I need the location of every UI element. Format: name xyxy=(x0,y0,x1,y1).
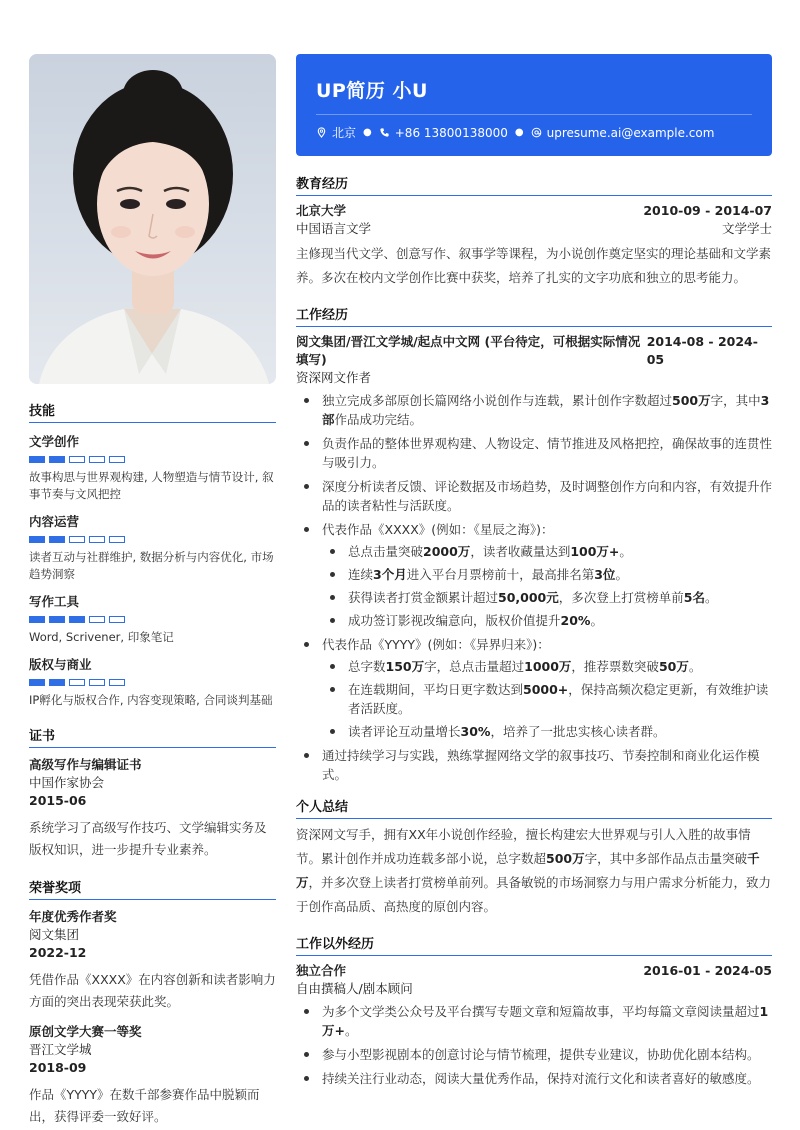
skill-desc: 故事构思与世界观构建, 人物塑造与情节设计, 叙事节奏与文风把控 xyxy=(29,470,274,501)
award-desc: 凭借作品《XXXX》在内容创新和读者影响力方面的突出表现荣获此奖。 xyxy=(29,972,276,1009)
other-experience-section xyxy=(296,933,772,1088)
award-name: 年度优秀作者奖 xyxy=(29,909,117,924)
other-bullets xyxy=(296,1002,772,1088)
highlight: 50万 xyxy=(658,659,689,674)
level-dot xyxy=(49,456,65,463)
text-span: ，读者收藏量达到 xyxy=(470,544,571,559)
award-org: 阅文集团 xyxy=(29,927,80,942)
list-item xyxy=(296,635,772,741)
text-span: ，保持高频次稳定更新，有效维护读者活跃度。 xyxy=(348,682,769,716)
cert-org: 中国作家协会 xyxy=(29,775,105,790)
highlight: 3个月 xyxy=(373,567,407,582)
summary-title: 个人总结 xyxy=(296,796,772,819)
level-dot xyxy=(29,536,45,543)
education-sub-row xyxy=(296,220,772,238)
award-desc: 作品《YYYY》在数千部参赛作品中脱颖而出，获得评委一致好评。 xyxy=(29,1087,260,1124)
text-span: 代表作品《XXXX》(例如：《星辰之海》)： xyxy=(322,522,554,537)
skills-section xyxy=(29,400,276,709)
level-dot xyxy=(29,616,45,623)
skill-level xyxy=(29,456,276,463)
work-bullets xyxy=(296,391,772,784)
skill-level xyxy=(29,679,276,686)
cert-desc: 系统学习了高级写作技巧、文学编辑实务及版权知识，进一步提升专业素养。 xyxy=(29,820,267,857)
company-name: 阅文集团/晋江文学城/起点中文网 (平台待定，可根据实际情况填写) xyxy=(296,334,641,367)
highlight: 30% xyxy=(460,724,491,739)
highlight: 5名 xyxy=(683,590,705,605)
level-dot xyxy=(89,456,105,463)
awards-section xyxy=(29,877,276,1128)
contact-email xyxy=(531,126,715,140)
level-dot xyxy=(69,679,85,686)
highlight: 50,000元 xyxy=(498,590,559,605)
text-span: 字，其中 xyxy=(710,393,761,408)
separator-dot: ● xyxy=(363,127,372,138)
level-dot xyxy=(49,616,65,623)
other-title: 工作以外经历 xyxy=(296,933,772,956)
skill-name: 文学创作 xyxy=(29,434,80,449)
text-span: 。 xyxy=(590,613,603,628)
level-dot xyxy=(69,456,85,463)
award-name: 原创文学大赛一等奖 xyxy=(29,1024,142,1039)
skill-desc: Word, Scrivener, 印象笔记 xyxy=(29,630,174,644)
header-divider xyxy=(316,114,752,115)
award-org: 晋江文学城 xyxy=(29,1042,92,1057)
skill-desc: 读者互动与社群维护, 数据分析与内容优化, 市场趋势洞察 xyxy=(29,550,274,581)
list-item xyxy=(322,657,772,676)
certs-section xyxy=(29,725,276,861)
education-header-row xyxy=(296,202,772,220)
level-dot xyxy=(69,536,85,543)
skill-name: 内容运营 xyxy=(29,514,80,529)
list-item: 负责作品的整体世界观构建、人物设定、情节推进及风格把控，确保故事的连贯性与吸引力。 xyxy=(296,434,772,472)
highlight: 2000万 xyxy=(423,544,471,559)
work-section xyxy=(296,304,772,784)
text-span: 读者评论互动量增长 xyxy=(348,724,461,739)
school-name: 北京大学 xyxy=(296,203,347,218)
text-span: 作品成功完结。 xyxy=(334,412,423,427)
skill-level xyxy=(29,536,276,543)
list-item: 参与小型影视剧本的创意讨论与情节梳理，提供专业建议，协助优化剧本结构。 xyxy=(296,1045,772,1064)
award-item xyxy=(29,908,276,1013)
text-span: ，培养了一批忠实核心读者群。 xyxy=(490,724,666,739)
education-title: 教育经历 xyxy=(296,173,772,196)
degree: 文学学士 xyxy=(721,221,772,236)
text-span: 独立完成多部原创长篇网络小说创作与连载，累计创作字数超过 xyxy=(322,393,673,408)
work-date: 2014-08 - 2024-05 xyxy=(646,334,758,367)
award-date: 2018-09 xyxy=(29,1060,87,1075)
other-header-row xyxy=(296,962,772,980)
education-date: 2010-09 - 2014-07 xyxy=(643,203,772,218)
level-dot xyxy=(29,679,45,686)
list-item xyxy=(322,680,772,718)
phone-text: +86 13800138000 xyxy=(394,125,508,140)
level-dot xyxy=(109,679,125,686)
text-span: 。 xyxy=(704,590,718,605)
work-header-row xyxy=(296,333,772,369)
highlight: 5000+ xyxy=(523,682,569,697)
text-span: 。 xyxy=(615,567,628,582)
list-item xyxy=(322,722,772,741)
highlight: 1000万 xyxy=(524,659,572,674)
level-dot xyxy=(29,456,45,463)
text-span: 获得读者打赏金额累计超过 xyxy=(348,590,499,605)
skills-title: 技能 xyxy=(29,400,276,423)
list-item xyxy=(322,588,772,607)
certs-title: 证书 xyxy=(29,725,276,748)
award-date: 2022-12 xyxy=(29,945,87,960)
education-section xyxy=(296,173,772,290)
highlight: 1万+ xyxy=(322,1004,769,1038)
text-span: 进入平台月票榜前十，最高排名第 xyxy=(406,567,595,582)
list-item: 通过持续学习与实践，熟练掌握网络文学的叙事技巧、节奏控制和商业化运作模式。 xyxy=(296,746,772,784)
text-span: 。 xyxy=(619,544,632,559)
email-text[interactable]: upresume.ai@example.com xyxy=(546,125,715,140)
skill-item xyxy=(29,655,276,709)
text-span: 代表作品《YYYY》(例如：《异界归来》)： xyxy=(322,637,550,652)
contact-phone xyxy=(379,126,508,140)
highlight: 3部 xyxy=(322,393,770,427)
education-desc: 主修现当代文学、创意写作、叙事学等课程，为小说创作奠定坚实的理论基础和文学素养。多次在校内文学创作比赛中获奖，培养了扎实的文字功底和独立的思考能力。 xyxy=(296,246,772,285)
level-dot xyxy=(89,536,105,543)
summary-section xyxy=(296,796,772,919)
contact-row xyxy=(316,124,752,141)
location-text: 北京 xyxy=(332,126,357,140)
right-column xyxy=(296,54,772,1093)
list-item xyxy=(322,565,772,584)
skill-name: 版权与商业 xyxy=(29,657,92,672)
other-role: 自由撰稿人/剧本顾问 xyxy=(296,981,413,996)
text-span: 总点击量突破 xyxy=(348,544,424,559)
text-span: ，多次登上打赏榜单前 xyxy=(558,590,684,605)
cert-date: 2015-06 xyxy=(29,793,87,808)
level-dot xyxy=(69,616,85,623)
text-span: 字，总点击量超过 xyxy=(424,659,525,674)
text-span: 为多个文学类公众号及平台撰写专题文章和短篇故事，平均每篇文章阅读量超过 xyxy=(322,1004,760,1019)
highlight: 500万 xyxy=(546,851,585,866)
text-span: 。 xyxy=(688,659,702,674)
skill-name: 写作工具 xyxy=(29,594,80,609)
level-dot xyxy=(49,536,65,543)
highlight: 千万 xyxy=(296,851,760,890)
skill-item xyxy=(29,512,276,583)
list-item: 深度分析读者反馈、评论数据及市场趋势，及时调整创作方向和内容，有效提升作品的读者粘性与活跃度。 xyxy=(296,477,772,515)
skill-desc: IP孵化与版权合作, 内容变现策略, 合同谈判基础 xyxy=(29,693,273,707)
level-dot xyxy=(109,616,125,623)
highlight: 3位 xyxy=(594,567,616,582)
level-dot xyxy=(49,679,65,686)
list-item: 持续关注行业动态，阅读大量优秀作品，保持对流行文化和读者喜好的敏感度。 xyxy=(296,1069,772,1088)
work-title: 工作经历 xyxy=(296,304,772,327)
location-pin-icon xyxy=(316,127,327,138)
text-span: 。 xyxy=(344,1023,358,1038)
sub-bullets xyxy=(322,542,772,630)
work-role: 资深网文作者 xyxy=(296,370,372,385)
highlight: 500万 xyxy=(672,393,711,408)
highlight: 20% xyxy=(560,613,591,628)
skill-item xyxy=(29,432,276,503)
text-span: 资深网文写手，拥有XX年小说创作经验，擅长构建宏大世界观与引人入胜的故事情节。累计创作并成功连载多部小说，总字数超 xyxy=(296,827,751,866)
highlight: 150万 xyxy=(385,659,425,674)
other-date: 2016-01 - 2024-05 xyxy=(643,963,772,978)
text-span: 在连载期间，平均日更字数达到 xyxy=(348,682,524,697)
level-dot xyxy=(109,536,125,543)
other-name: 独立合作 xyxy=(296,963,347,978)
level-dot xyxy=(89,679,105,686)
awards-title: 荣誉奖项 xyxy=(29,877,276,900)
candidate-name: UP简历 小U xyxy=(316,80,428,102)
award-item xyxy=(29,1023,276,1128)
list-item xyxy=(296,391,772,429)
cert-item xyxy=(29,756,276,861)
at-sign-icon xyxy=(531,127,542,138)
level-dot xyxy=(89,616,105,623)
text-span: 总字数 xyxy=(348,659,386,674)
list-item xyxy=(322,542,772,561)
left-column xyxy=(29,54,276,1128)
list-item xyxy=(296,520,772,630)
major: 中国语言文学 xyxy=(296,221,372,236)
phone-icon xyxy=(379,127,390,138)
header-card xyxy=(296,54,772,156)
separator-dot: ● xyxy=(514,127,524,138)
highlight: 100万+ xyxy=(570,544,620,559)
profile-photo xyxy=(29,54,276,384)
sub-bullets xyxy=(322,657,772,741)
skill-item xyxy=(29,592,276,646)
list-item xyxy=(296,1002,772,1040)
list-item xyxy=(322,611,772,630)
level-dot xyxy=(109,456,125,463)
text-span: 连续 xyxy=(348,567,374,582)
summary-text xyxy=(296,823,772,919)
cert-name: 高级写作与编辑证书 xyxy=(29,757,142,772)
contact-location xyxy=(316,124,356,141)
text-span: ，并多次登上读者打赏榜单前列。具备敏锐的市场洞察力与用户需求分析能力，致力于创作高品质、高热度的原创内容。 xyxy=(296,875,772,914)
text-span: 成功签订影视改编意向，版权价值提升 xyxy=(348,613,561,628)
text-span: 字，其中多部作品点击量突破 xyxy=(584,851,748,866)
text-span: ，推荐票数突破 xyxy=(571,659,659,674)
skill-level xyxy=(29,616,276,623)
